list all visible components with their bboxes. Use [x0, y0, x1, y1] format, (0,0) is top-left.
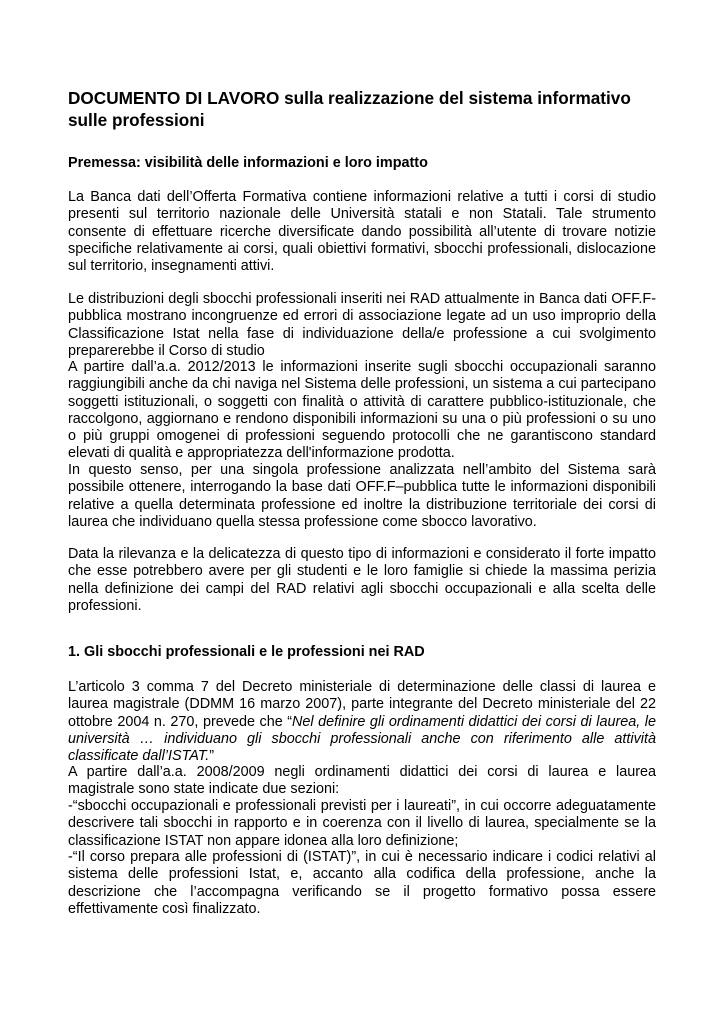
list-item-professioni-istat: -“Il corso prepara alle professioni di (ISTAT)”, in cui è necessario indicare i codici relativi al sistema delle professioni Istat, e, accanto alla codifica della professione, anche la descrizione che l’accompagna verificando se il progetto formativo possa essere effettivamente così finalizzato. — [68, 849, 656, 917]
article-quote: Nel definire gli ordinamenti didattici dei corsi di laurea, le università … individuano gli sbocchi professionali anche con riferimento alle attività classificate dall’ISTAT. — [68, 713, 656, 765]
paragraph-rilevanza: Data la rilevanza e la delicatezza di questo tipo di informazioni e considerato il forte impatto che esse potrebbero avere per gli studenti e le loro famiglie si chiede la massima perizia nella definizione dei campi del RAD relativi agli sbocchi occupazionali e alla scelta delle professioni. — [68, 546, 656, 614]
paragraph-in-questo-senso: In questo senso, per una singola professione analizzata nell’ambito del Sistema sarà possibile ottenere, interrogando la base dati OFF.F–pubblica tutte le informazioni disponibili relative a quella determinata professione ed inoltre la distribuzione territoriale dei corsi di laurea che individuano quella stessa professione come sbocco lavorativo. — [68, 462, 656, 530]
section-heading-sbocchi: 1. Gli sbocchi professionali e le professioni nei RAD — [68, 644, 425, 660]
paragraph-distribuzioni: Le distribuzioni degli sbocchi professionali inseriti nei RAD attualmente in Banca dati OFF.F-pubblica mostrano incongruenze ed errori di associazione legate ad un uso improprio della Classificazione Istat nella fase di individuazione della/e professione a cui svolgimento preparerebbe il Corso di studio — [68, 291, 656, 359]
paragraph-articolo-3 — [68, 679, 656, 765]
paragraph-banca-dati: La Banca dati dell’Offerta Formativa contiene informazioni relative a tutti i corsi di studio presenti sul territorio nazionale delle Università statali e non Statali. Tale strumento consente di effettuare ricerche diversificate dando possibilità all’utente di trovare notizie specifiche relativamente ai corsi, quali obiettivi formativi, sbocchi professionali, dislocazione sul territorio, insegnamenti attivi. — [68, 189, 656, 275]
paragraph-anno-2012: A partire dall’a.a. 2012/2013 le informazioni inserite sugli sbocchi occupazionali saranno raggiungibili anche da chi naviga nel Sistema delle professioni, un sistema a cui partecipano soggetti istituzionali, o soggetti con finalità o attività di carattere pubblico-istituzionale, che raccolgono, aggiornano e rendono disponibili informazioni su una o più professioni o su uno o più gruppi omogenei di professioni seguendo protocolli che ne garantiscono standard elevati di qualità e appropriatezza dell'informazione prodotta. — [68, 359, 656, 462]
article-text: L’articolo 3 comma 7 del Decreto ministeriale di determinazione delle classi di laurea e laurea magistrale (DDMM 16 marzo 2007), parte integrante del Decreto ministeriale del 22 ottobre 2004 n. 270, prevede che “ — [68, 679, 656, 730]
article-quote-close: ” — [209, 748, 215, 765]
list-item-sbocchi-occupazionali: -“sbocchi occupazionali e professionali previsti per i laureati”, in cui occorre adeguatamente descrivere tali sbocchi in rapporto e in coerenza con il livello di laurea, specialmente se la classificazione ISTAT non appare idonea alla loro definizione; — [68, 798, 656, 849]
document-title: DOCUMENTO DI LAVORO sulla realizzazione del sistema informativo sulle professioni — [68, 88, 631, 130]
paragraph-anno-2008: A partire dall’a.a. 2008/2009 negli ordinamenti didattici dei corsi di laurea e laurea magistrale sono state indicate due sezioni: — [68, 764, 656, 798]
section-heading-premessa: Premessa: visibilità delle informazioni e loro impatto — [68, 155, 428, 171]
